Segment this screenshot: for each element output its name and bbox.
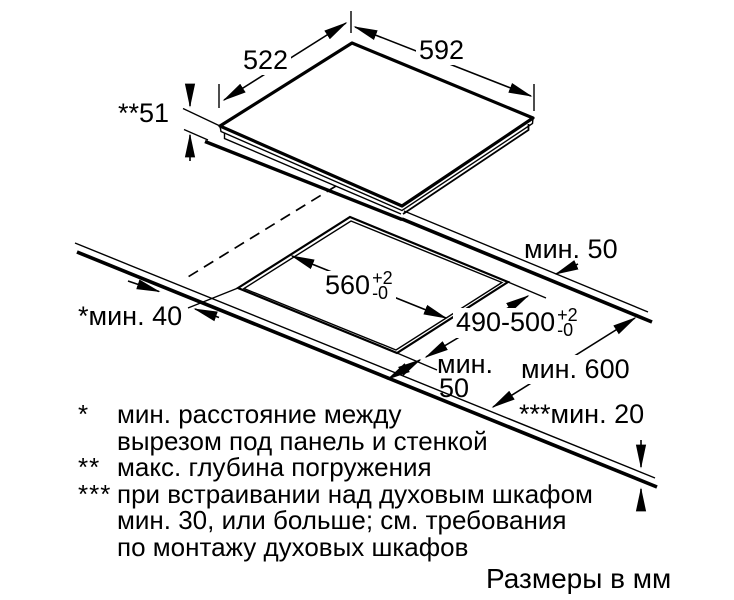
tolerance-minus: -0 [372,283,389,303]
min50-back-arrow [556,264,578,274]
cutout-width-tolerance [372,268,393,303]
front-clearance-label-line2: 50 [439,373,470,403]
front-clearance-label-line1: мин. [437,349,494,379]
depth51-reference-bottom [184,130,208,141]
footnote-text: макс. глубина погружения [117,452,432,482]
cutout-width-label [322,268,396,303]
tolerance-plus: +2 [372,268,393,288]
footnote-marker: *** [78,478,112,509]
cutout-right-reference-line [508,282,546,298]
units-note: Размеры в мм [486,563,672,594]
depth51-reference-top [183,109,220,127]
side-clearance-label: *мин. 40 [78,301,183,331]
footnote-marker [78,428,117,455]
cutout-width-value: 560 [325,270,371,301]
footnote-marker: ** [78,452,101,482]
tolerance-plus: +2 [557,305,578,325]
footnote-text: при встраивании над духовым шкафом [117,478,593,509]
bottom-gap-label: ***мин. 20 [519,399,645,429]
hob-submersion-label: **51 [118,98,170,128]
footnote-text: по монтажу духовых шкафов [117,531,469,562]
footnote-marker: * [78,399,90,429]
footnote-block [78,401,593,560]
cutout-depth-label [453,305,581,340]
hob-width-label: 592 [416,36,467,65]
min40-arrow-lower [195,309,219,318]
footnote-text: вырезом под панель и стенкой [117,425,488,456]
hob-depth-label: 522 [240,46,291,75]
hob-top-view [183,11,534,220]
cutout-depth-value: 490-500 [456,307,556,338]
back-clearance-label: мин. 50 [524,234,618,264]
worktop-depth-label: мин. 600 [518,355,633,384]
tolerance-minus: -0 [557,320,574,340]
cutout-side-reference-line [188,288,238,308]
footnote-marker [78,534,117,561]
footnote-text: мин. расстояние между [117,399,402,429]
footnote-marker [78,507,117,534]
footnote-text: мин. 30, или больше; см. требования [117,505,567,535]
cutout-depth-tolerance [557,305,578,340]
